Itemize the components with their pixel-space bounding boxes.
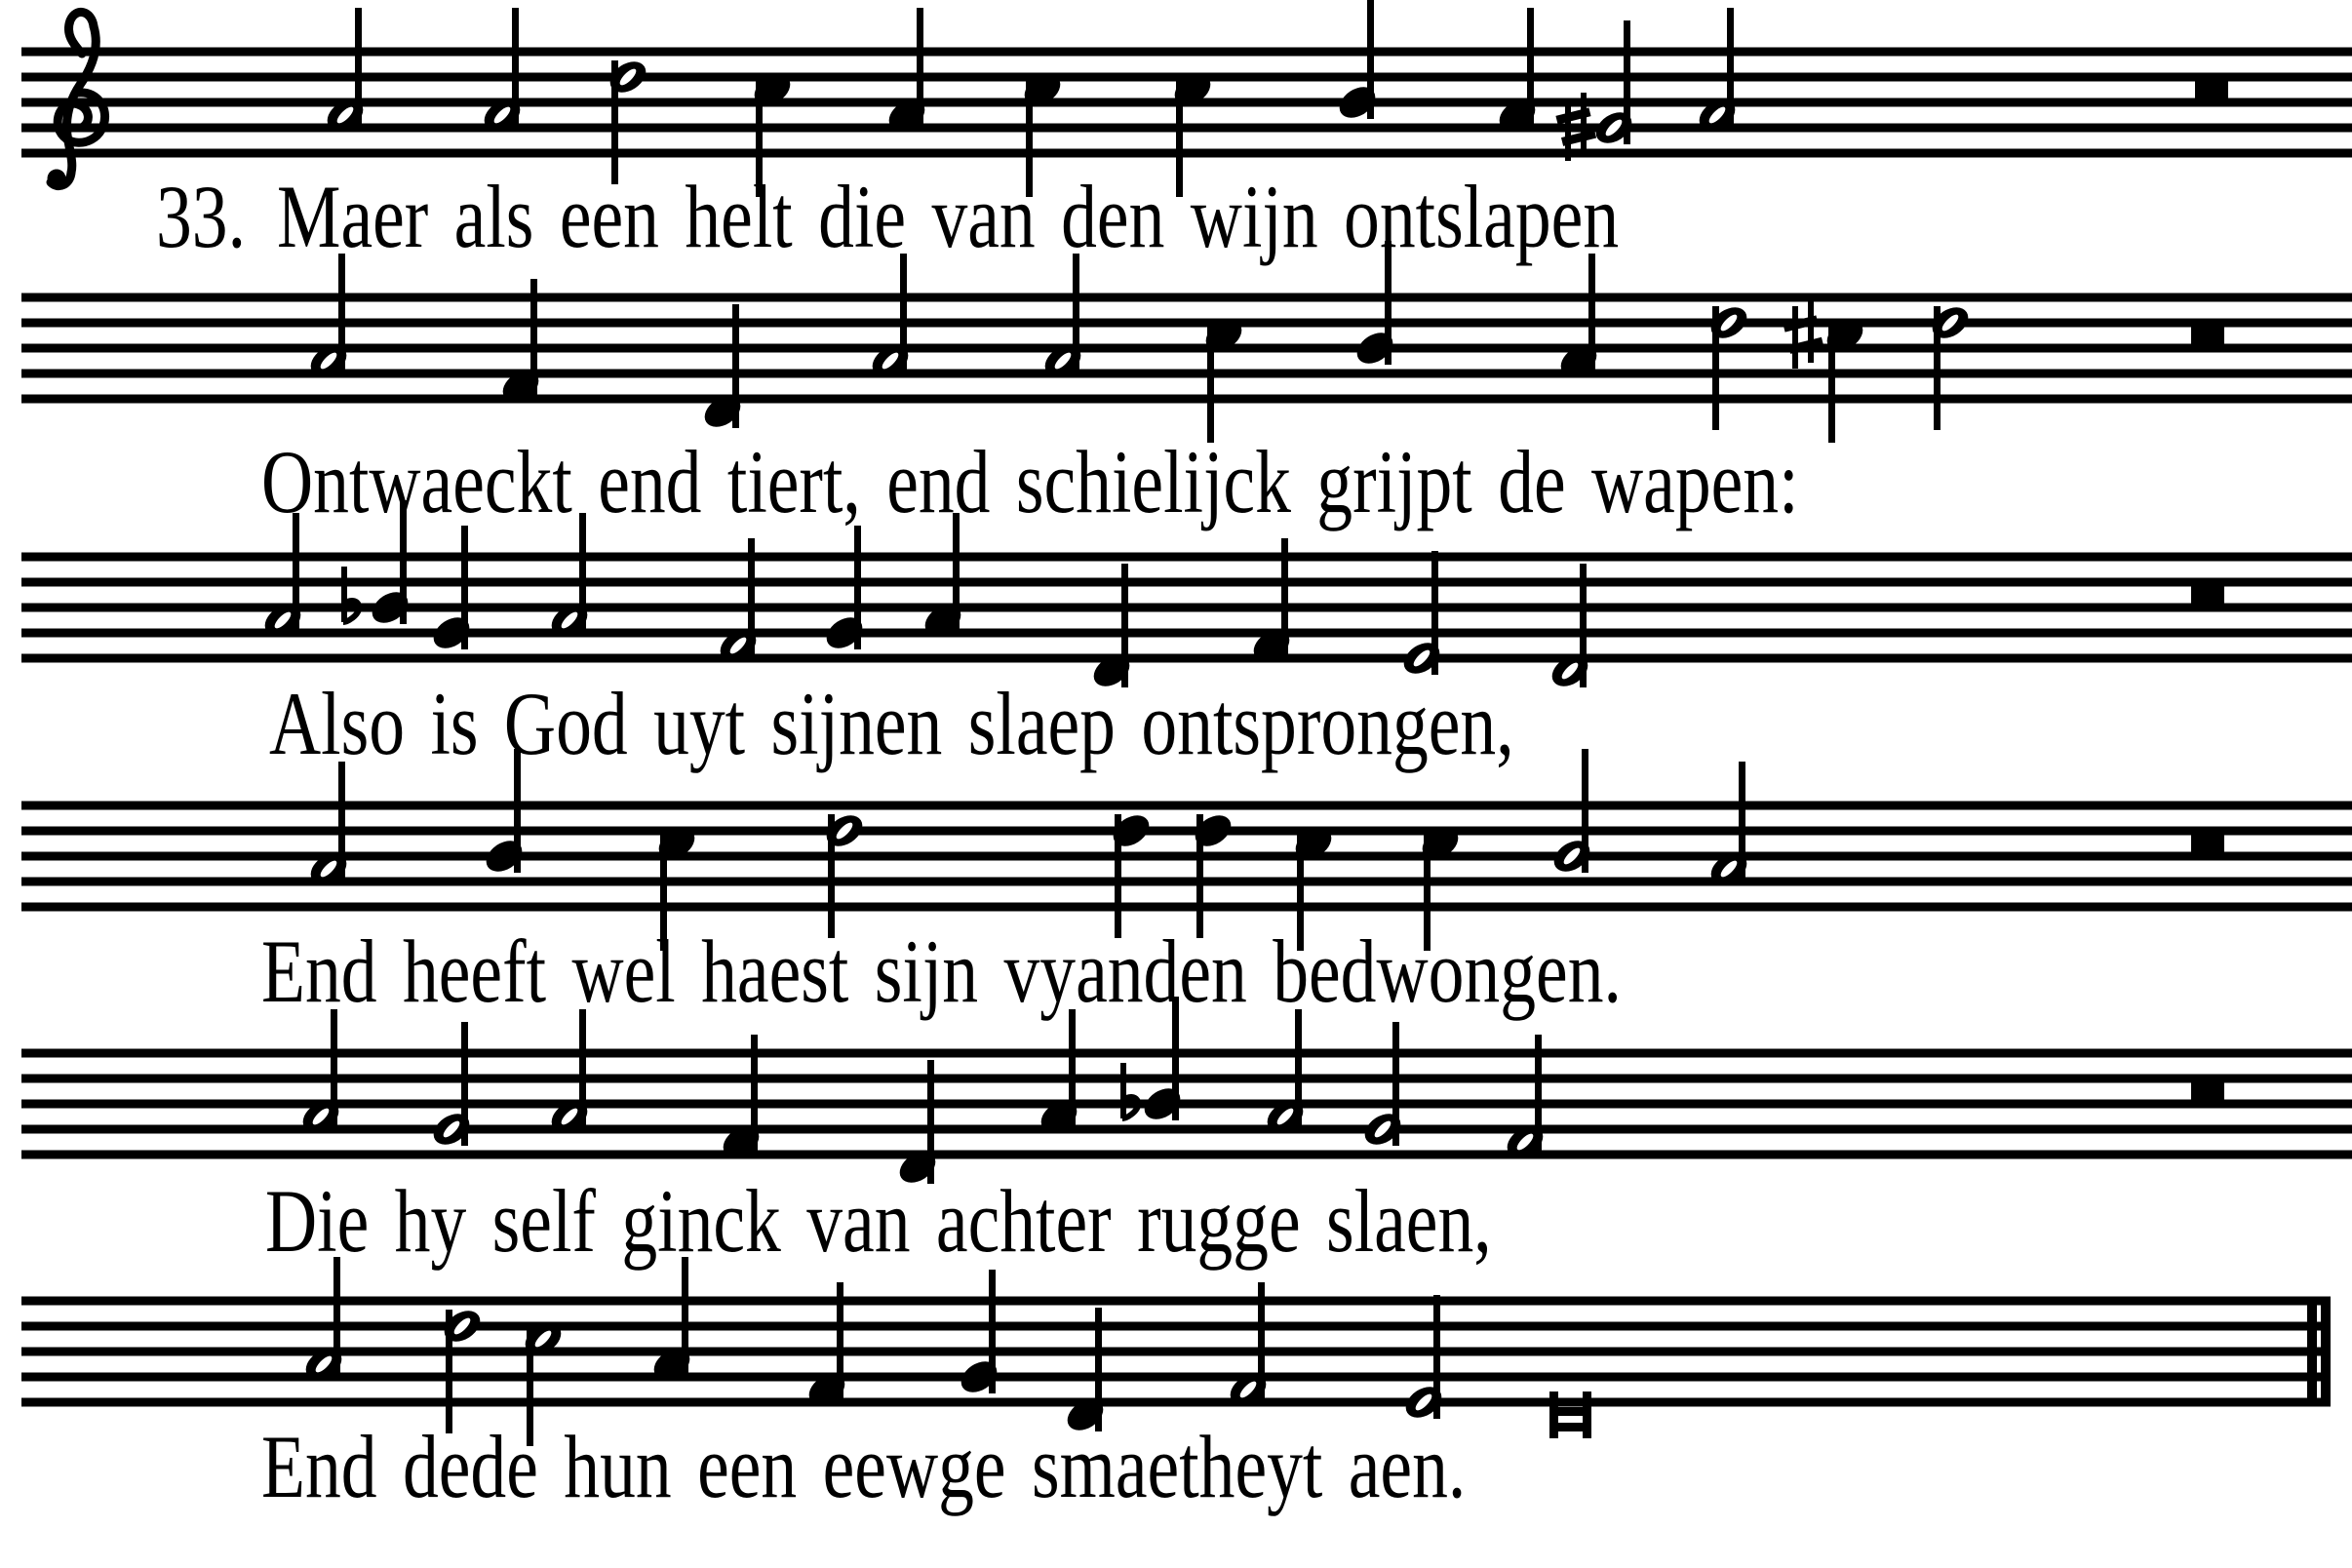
lyric-text: Maer als een helt die van den wijn ontslapen <box>277 167 1620 266</box>
flat-icon <box>1120 1063 1138 1118</box>
lyric-text: End dede hun een eewge smaetheyt aen. <box>261 1417 1467 1516</box>
staff-line <box>21 1075 2352 1083</box>
staff-line <box>21 1049 2352 1058</box>
staff-line <box>21 319 2352 328</box>
staff-line <box>21 149 2352 158</box>
staff-line <box>21 48 2352 57</box>
note-d5-half <box>439 1305 486 1433</box>
note-b4-quarter <box>1334 0 1381 124</box>
staff-line <box>21 903 2352 912</box>
staff-line <box>21 1100 2352 1109</box>
note-g4-quarter <box>956 1270 1002 1398</box>
lyric-line-3 <box>269 674 1514 773</box>
staff-line <box>21 1398 2331 1407</box>
lyric-line-5 <box>265 1171 1492 1271</box>
note-a4-half <box>1039 254 1086 382</box>
double-barline <box>2321 1297 2331 1407</box>
lyric-line-2 <box>261 432 1799 531</box>
note-a4-half <box>1694 8 1741 137</box>
note-a4-quarter <box>648 1257 695 1386</box>
lyric-line-4 <box>261 921 1622 1021</box>
double-barline <box>2307 1297 2317 1407</box>
note-c5-quarter <box>1200 314 1247 443</box>
note-a4-half <box>1262 1009 1309 1138</box>
lyric-text: Die hy self ginck van achter rugge slaen, <box>265 1171 1492 1271</box>
staff <box>21 997 2352 1189</box>
note-a4-half <box>305 762 352 890</box>
staff-line <box>21 294 2352 302</box>
staff-line <box>21 1151 2352 1159</box>
note-a4-half <box>300 1257 347 1386</box>
lyric-text: Also is God uyt sijnen slaep ontsprongen, <box>269 674 1514 773</box>
staff-line <box>21 1125 2352 1134</box>
note-a4-quarter <box>1494 8 1541 137</box>
staff-line <box>21 395 2352 404</box>
staff-line <box>21 578 2352 587</box>
note-g4-quarter <box>821 526 868 654</box>
note-d5-quarter <box>1190 809 1236 938</box>
note-a4-half <box>546 1009 593 1138</box>
note-a4-half <box>259 513 306 642</box>
verse-number: 33. <box>156 167 246 266</box>
note-a4-quarter <box>883 8 930 137</box>
staff-line <box>21 629 2352 638</box>
note-d5-quarter <box>1108 809 1155 938</box>
staff-line <box>21 344 2352 353</box>
staff-line <box>21 878 2352 886</box>
half-rest <box>2195 75 2228 100</box>
note-b4-half <box>1548 749 1595 878</box>
staff <box>21 749 2352 951</box>
staff-line <box>21 1348 2331 1356</box>
note-a4-half <box>322 8 369 137</box>
note-a4-half <box>297 1009 344 1138</box>
note-g4-quarter <box>428 526 475 654</box>
note-a4-half <box>479 8 526 137</box>
lyric-text: Ontwaeckt end tiert, end schielijck grijpt de wapen: <box>261 432 1799 531</box>
note-g4-half <box>1555 20 1637 161</box>
staff-line <box>21 124 2352 133</box>
half-rest <box>2191 829 2224 854</box>
sharp-icon <box>1783 300 1823 369</box>
note-a4-half <box>867 254 914 382</box>
staff-line <box>21 802 2352 810</box>
note-a4-quarter <box>1555 254 1602 382</box>
note-d5-half <box>1927 301 1974 430</box>
staff-line <box>21 1297 2331 1306</box>
staff-line <box>21 1322 2331 1331</box>
note-a4-half <box>305 254 352 382</box>
note-a4-half <box>1705 762 1752 890</box>
note-a4-quarter <box>1036 1009 1082 1138</box>
half-rest <box>2191 321 2224 346</box>
note-d5-half <box>821 809 868 938</box>
staff-line <box>21 1373 2331 1382</box>
half-rest <box>2191 1077 2224 1102</box>
staff <box>21 241 2352 443</box>
note-g4-half <box>428 1022 475 1151</box>
lyric-line-6 <box>261 1417 1467 1516</box>
half-rest <box>2191 580 2224 606</box>
note-d5-half <box>1705 301 1752 430</box>
lyric-line-1 <box>156 167 1620 266</box>
staff-line <box>21 370 2352 378</box>
note-e4-half <box>1398 551 1445 680</box>
flat-icon <box>341 567 359 622</box>
staff-line <box>21 827 2352 836</box>
note-a4-half <box>546 513 593 642</box>
staff-line <box>21 852 2352 861</box>
lyric-text: End heeft wel haest sijn vyanden bedwongen. <box>261 921 1622 1021</box>
note-g4-half <box>1359 1022 1406 1151</box>
note-a4-quarter <box>920 513 966 642</box>
note-e4-half <box>1400 1295 1447 1424</box>
staff-line <box>21 553 2352 562</box>
staff-line <box>21 604 2352 612</box>
note-d5-half <box>605 56 651 184</box>
staff-line <box>21 654 2352 663</box>
